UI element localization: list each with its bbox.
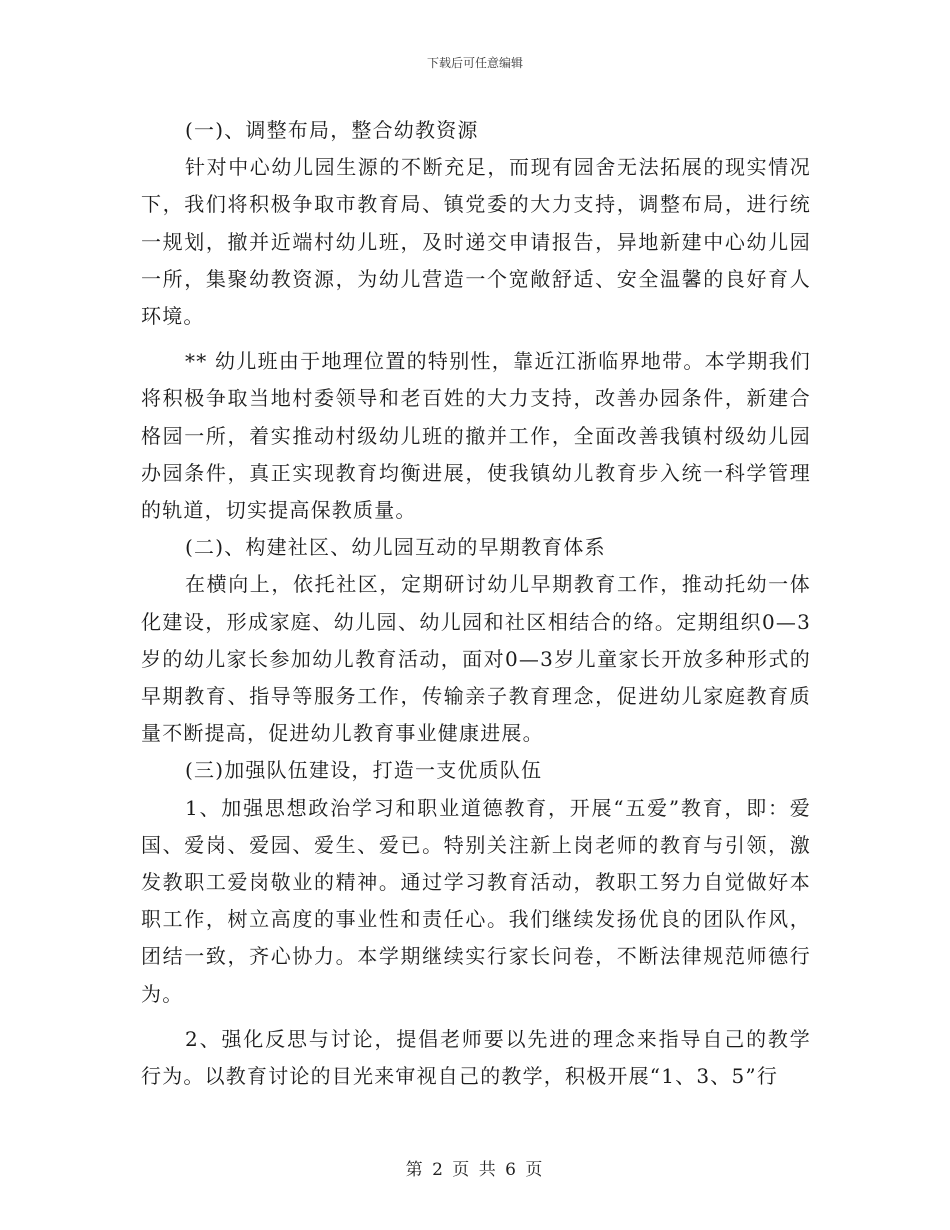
page-header: 下载后可任意编辑 bbox=[426, 56, 523, 70]
paragraph: 针对中心幼儿园生源的不断充足，而现有园舍无法拓展的现实情况下，我们将积极争取市教育局、镇党委的大力支持，调整布局，进行统一规划，撤并近端村幼儿班，及时递交申请报告，异地新建中心幼儿园一所，集聚幼教资源，为幼儿营造一个宽敞舒适、安全温馨的良好育人环境。 bbox=[141, 155, 811, 329]
page-footer bbox=[0, 1155, 950, 1180]
paragraph: ** 幼儿班由于地理位置的特别性，靠近江浙临界地带。本学期我们将积极争取当地村委领导和老百姓的大力支持，改善办园条件，新建合格园一所，着实推动村级幼儿班的撤并工作，全面改善我镇村级幼儿园办园条件，真正实现教育均衡进展，使我镇幼儿教育步入统一科学管理的轨道，切实提高保教质量。 bbox=[141, 349, 811, 523]
section-heading-1: (一)、调整布局，整合幼教资源 bbox=[185, 118, 479, 142]
paragraph: 1、加强思想政治学习和职业道德教育，开展“五爱”教育，即：爱国、爱岗、爱园、爱生、爱已。特别关注新上岗老师的教育与引领，激发教职工爱岗敬业的精神。通过学习教育活动，教职工努力自觉做好本职工作，树立高度的事业性和责任心。我们继续发扬优良的团队作风，团结一致，齐心协力。本学期继续实行家长问卷，不断法律规范师德行为。 bbox=[141, 795, 811, 1006]
footer-prefix: 第 bbox=[405, 1160, 425, 1180]
total-pages-number: 6 bbox=[505, 1160, 518, 1180]
footer-suffix: 页 bbox=[525, 1160, 545, 1180]
section-heading-3: (三)加强队伍建设，打造一支优质队伍 bbox=[185, 758, 543, 783]
paragraph: 在横向上，依托社区，定期研讨幼儿早期教育工作，推动托幼一体化建设，形成家庭、幼儿园、幼儿园和社区相结合的络。定期组织0—3岁的幼儿家长参加幼儿教育活动，面对0—3岁儿童家长开放多种形式的早期教育、指导等服务工作，传输亲子教育理念，促进幼儿家庭教育质量不断提高，促进幼儿教育事业健康进展。 bbox=[141, 572, 811, 746]
document-body bbox=[141, 112, 811, 1095]
paragraph: 2、强化反思与讨论，提倡老师要以先进的理念来指导自己的教学行为。以教育讨论的目光来审视自己的教学，积极开展“1、3、5”行 bbox=[141, 1026, 811, 1089]
section-heading-2: (二)、构建社区、幼儿园互动的早期教育体系 bbox=[185, 535, 606, 560]
current-page-number: 2 bbox=[432, 1160, 445, 1180]
footer-mid: 页 共 bbox=[452, 1160, 498, 1180]
